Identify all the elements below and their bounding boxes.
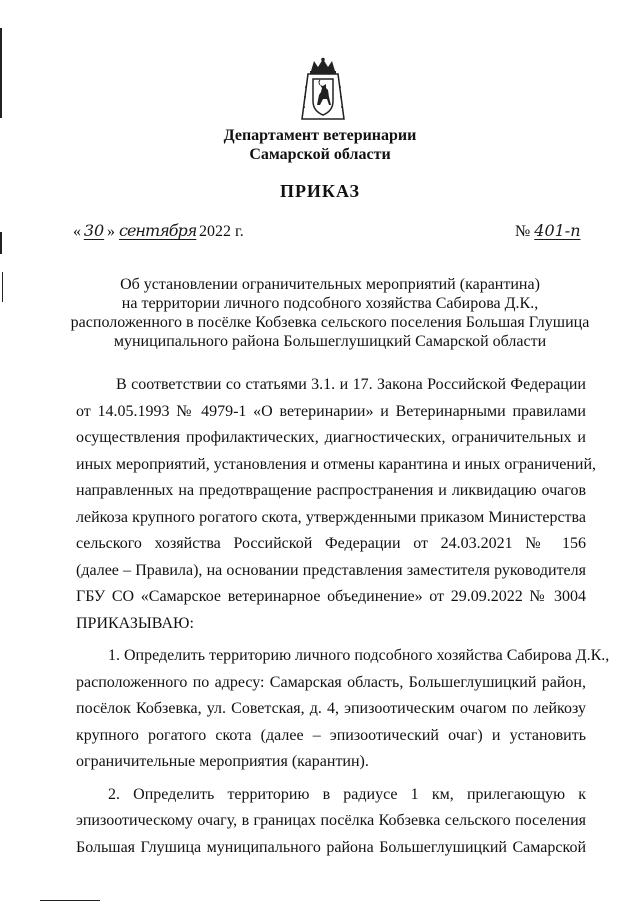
body-line: 1. Определить территорию личного подсобного хозяйства Сабирова Д.К.,: [108, 647, 610, 664]
order-item-2: [76, 782, 586, 862]
date-month-handwritten: сентября: [119, 221, 197, 240]
document-date: [73, 221, 244, 241]
date-open-quote: «: [73, 223, 81, 240]
body-line: посёлок Кобзевка, ул. Советская, д. 4, эпизоотическим очагом по лейкозу: [76, 700, 586, 717]
coat-of-arms-emblem: [298, 57, 348, 121]
subject-line: расположенного в посёлке Кобзевка сельского поселения Большая Глушица: [70, 314, 590, 331]
scan-edge-mark: [0, 28, 2, 118]
body-line: сельского хозяйства Российской Федерации от 24.03.2021 № 156: [76, 535, 586, 552]
body-line: ограничительные мероприятия (карантин).: [76, 753, 369, 770]
scan-edge-mark: [40, 900, 100, 901]
body-line: (далее – Правила), на основании представления заместителя руководителя: [76, 561, 586, 579]
number-prefix: №: [515, 223, 531, 240]
scan-edge-mark: [0, 232, 2, 254]
body-line: иных мероприятий, установления и отмены карантина и иных ограничений,: [76, 455, 597, 473]
document-type-title: ПРИКАЗ: [279, 181, 361, 201]
body-line: ГБУ СО «Самарское ветеринарное объединение» от 29.09.2022 № 3004: [76, 588, 586, 605]
body-line: осуществления профилактических, диагностических, ограничительных и: [76, 429, 586, 446]
preamble-paragraph: [76, 372, 597, 637]
date-year: 2022 г.: [199, 223, 244, 240]
document-number: [515, 221, 581, 241]
scan-edge-mark: [2, 272, 3, 302]
body-line: Большая Глушица муниципального района Большеглушицкий Самарской: [76, 838, 586, 856]
order-keyword: ПРИКАЗЫВАЮ:: [76, 614, 194, 632]
body-line: В соответствии со статьями 3.1. и 17. Закона Российской Федерации: [116, 376, 586, 393]
subject-line: Об установлении ограничительных мероприятий (карантина): [120, 276, 540, 293]
body-line: эпизоотическому очагу, в границах посёлка Кобзевка сельского поселения: [76, 812, 586, 829]
body-line: от 14.05.1993 № 4979-1 «О ветеринарии» и Ветеринарными правилами: [76, 402, 586, 420]
body-line: расположенного по адресу: Самарская область, Большеглушицкий район,: [76, 673, 586, 691]
org-name-line1: Департамент ветеринарии: [223, 127, 417, 144]
date-day-handwritten: 30: [83, 221, 105, 240]
body-line: направленных на предотвращение распространения и ликвидацию очагов: [76, 482, 586, 499]
body-line: лейкоза крупного рогатого скота, утвержденными приказом Министерства: [76, 508, 586, 526]
order-body: [76, 372, 610, 861]
subject-line: на территории личного подсобного хозяйства Сабирова Д.К.,: [121, 295, 539, 312]
number-value-handwritten: 401-п: [534, 221, 581, 240]
order-subject: [60, 275, 600, 351]
body-line: 2. Определить территорию в радиусе 1 км, прилегающую к: [108, 785, 586, 803]
org-name-line2: Самарской области: [249, 146, 391, 163]
order-item-1: [76, 643, 610, 776]
body-line: крупного рогатого скота (далее – эпизоотический очаг) и установить: [76, 726, 586, 744]
date-close-quote: »: [107, 223, 115, 240]
subject-line: муниципального района Большеглушицкий Самарской области: [113, 333, 547, 350]
